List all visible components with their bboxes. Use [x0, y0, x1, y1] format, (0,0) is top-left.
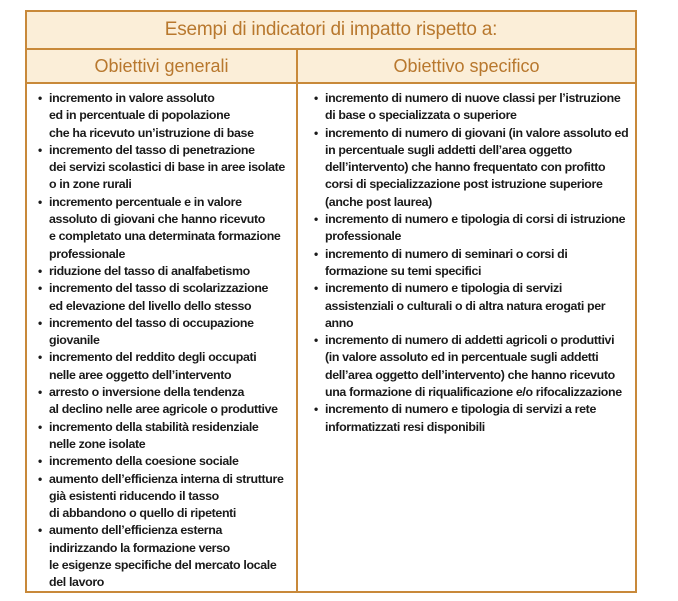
general-objectives-column: [27, 84, 298, 591]
list-item: • aumento dell’efficienza interna di strutture già esistenti riducendo il tasso di abbandono o quello di ripetenti: [37, 471, 292, 523]
specific-objective-list: [313, 90, 629, 436]
table-body-row: [27, 84, 635, 591]
table-title: Esempi di indicatori di impatto rispetto a:: [164, 19, 498, 40]
list-item: • incremento della coesione sociale: [37, 453, 292, 470]
list-item: • incremento del reddito degli occupati nelle aree oggetto dell’intervento: [37, 349, 292, 384]
specific-objective-column: [298, 84, 635, 591]
list-item: • incremento di numero e tipologia di servizi a rete informatizzati resi disponibili: [313, 401, 629, 436]
list-item: • incremento del tasso di occupazione giovanile: [37, 315, 292, 350]
list-item: • incremento di numero e tipologia di corsi di istruzione professionale: [313, 211, 629, 246]
general-objectives-list: [37, 90, 292, 592]
list-item: • incremento del tasso di penetrazione dei servizi scolastici di base in aree isolate o in zone rurali: [37, 142, 292, 194]
column-header-row: [27, 50, 635, 84]
list-item: • incremento di numero di addetti agricoli o produttivi (in valore assoluto ed in percentuale sugli addetti dell’area oggetto dell’intervento) che hanno ricevuto una formazione di riqualificazione e/o rifocalizzazione: [313, 332, 629, 401]
column-header-general-objectives: Obiettivi generali: [27, 50, 298, 82]
list-item: • incremento percentuale e in valore assoluto di giovani che hanno ricevuto e completato una determinata formazione professionale: [37, 194, 292, 263]
list-item: • incremento di numero e tipologia di servizi assistenziali o culturali o di altra natura erogati per anno: [313, 280, 629, 332]
list-item: • incremento di numero di giovani (in valore assoluto ed in percentuale sugli addetti dell’area oggetto dell’intervento) che hanno frequentato con profitto corsi di specializzazione post istruzione superiore (anche post laurea): [313, 125, 629, 211]
list-item: • incremento del tasso di scolarizzazione ed elevazione del livello dello stesso: [37, 280, 292, 315]
list-item: • arresto o inversione della tendenza al declino nelle aree agricole o produttive: [37, 384, 292, 419]
list-item: • incremento della stabilità residenziale nelle zone isolate: [37, 419, 292, 454]
list-item: • incremento in valore assoluto ed in percentuale di popolazione che ha ricevuto un’istruzione di base: [37, 90, 292, 142]
list-item: • riduzione del tasso di analfabetismo: [37, 263, 292, 280]
column-header-specific-objective: Obiettivo specifico: [393, 55, 540, 76]
indicators-table: [25, 10, 637, 593]
list-item: • incremento di numero di seminari o corsi di formazione su temi specifici: [313, 246, 629, 281]
table-title-row: [27, 12, 635, 50]
list-item: • aumento dell’efficienza esterna indirizzando la formazione verso le esigenze specifiche del mercato locale del lavoro: [37, 522, 292, 591]
list-item: • incremento di numero di nuove classi per l’istruzione di base o specializzata o superiore: [313, 90, 629, 125]
